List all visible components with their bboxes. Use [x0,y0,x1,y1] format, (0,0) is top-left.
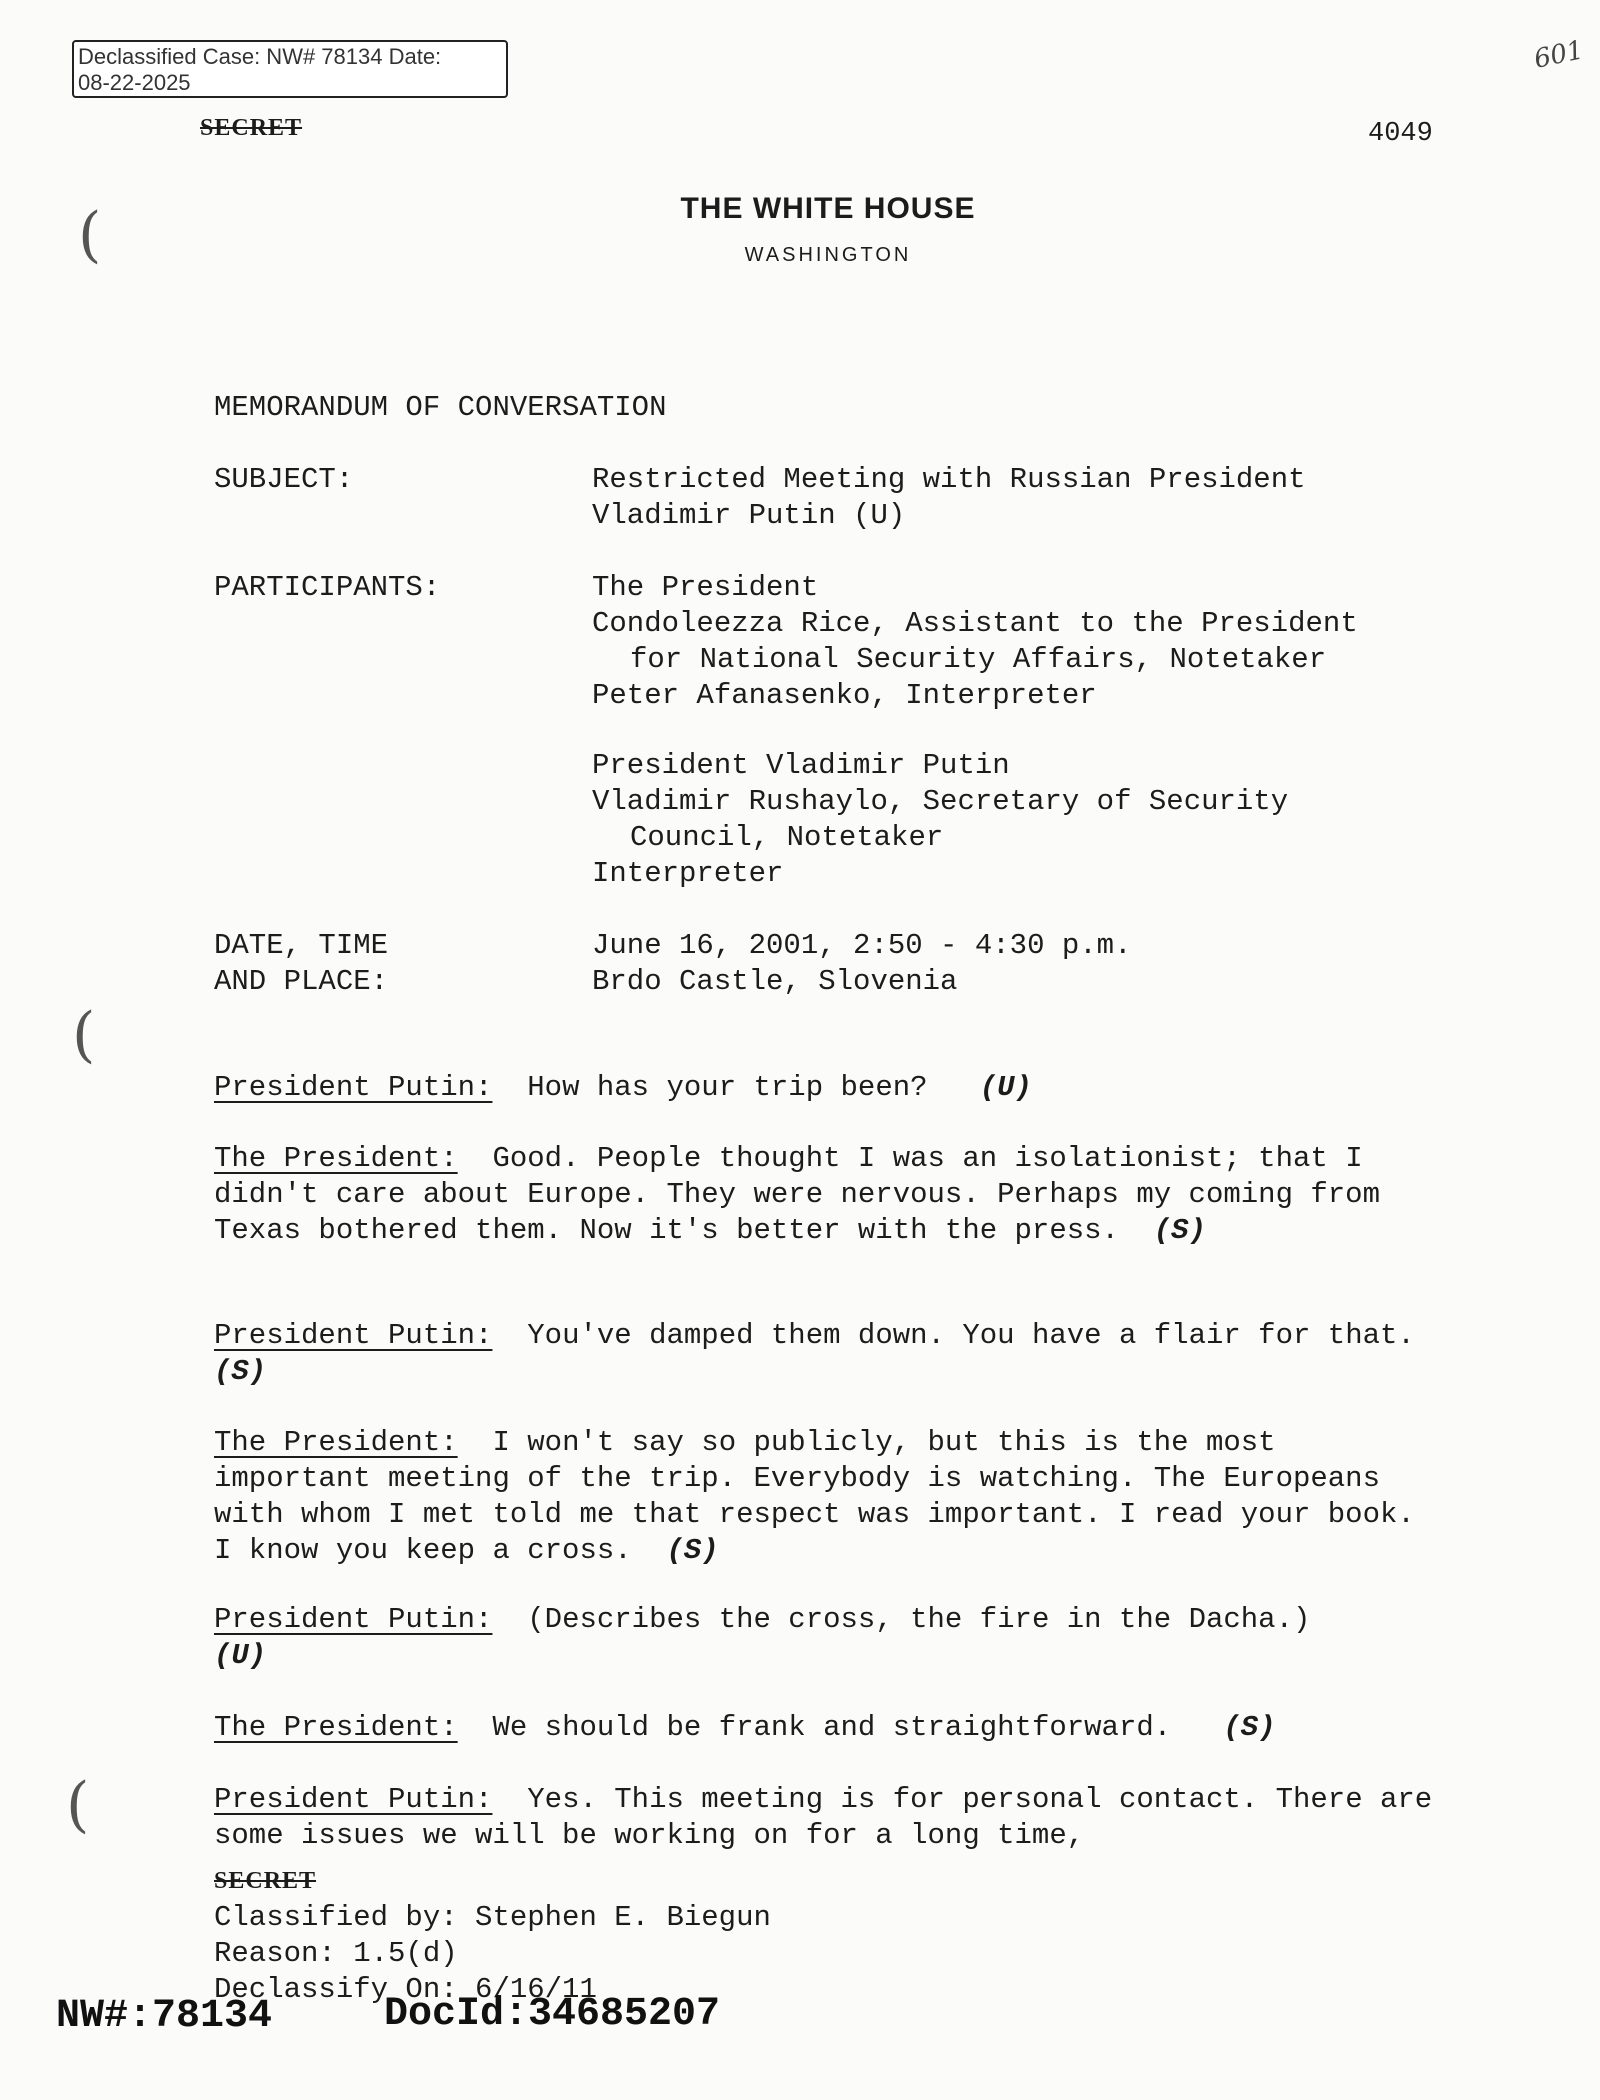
speaker-label: President Putin: [214,1071,493,1104]
date-label-2: AND PLACE: [214,965,389,998]
classification-top: SECRET [200,115,303,141]
participant-line: The President [592,571,819,604]
handwritten-note: 601 [1531,35,1587,75]
place-value: Brdo Castle, Slovenia [592,965,958,998]
speaker-label: President Putin: [214,1603,493,1636]
dialogue-paragraph [214,1070,1444,1106]
document-number: 4049 [1368,119,1433,149]
participant-line: Council, Notetaker [630,821,944,854]
dialogue-paragraph [214,1141,1444,1249]
classification-mark: (U) [979,1071,1032,1104]
dialogue-paragraph [214,1710,1444,1746]
classification-mark: (S) [214,1355,267,1388]
speaker-label: President Putin: [214,1319,493,1352]
dialogue-text: I won't say so publicly, but this is the most important meeting of the trip. Everybody is watching. The Europeans with whom I met told me that respect was important. I read your book. I know you keep a cross. [214,1426,1415,1567]
dialogue-text: You've damped them down. You have a flair for that. [527,1319,1415,1352]
participant-line: Peter Afanasenko, Interpreter [592,679,1097,712]
speaker-label: President Putin: [214,1783,493,1816]
letterhead-title: THE WHITE HOUSE [680,192,976,225]
margin-bracket: ( [78,200,102,270]
classification-bottom: SECRET [214,1868,317,1894]
participants-label: PARTICIPANTS: [214,571,441,604]
dialogue-text: (Describes the cross, the fire in the Dacha.) [527,1603,1311,1636]
docid-stamp: DocId:34685207 [384,1992,721,2037]
classification-mark: (S) [1223,1711,1276,1744]
dialogue-text: How has your trip been? [527,1071,928,1104]
margin-bracket: ( [66,1770,90,1840]
classification-mark: (S) [1153,1214,1206,1247]
participant-line: Interpreter [592,857,784,890]
subject-line-1: Restricted Meeting with Russian President [592,463,1306,496]
subject-line-2: Vladimir Putin (U) [592,499,906,532]
participant-line: Vladimir Rushaylo, Secretary of Security [592,785,1289,818]
dialogue-paragraph [214,1602,1444,1674]
declass-line-1: Declassified Case: NW# 78134 Date: [78,44,442,69]
speaker-label: The President: [214,1426,458,1459]
speaker-label: The President: [214,1711,458,1744]
dialogue-paragraph [214,1425,1444,1569]
dialogue-paragraph [214,1782,1444,1854]
participant-line: President Vladimir Putin [592,749,1010,782]
classification-mark: (S) [666,1534,719,1567]
classified-by: Classified by: Stephen E. Biegun [214,1901,771,1934]
letterhead-subtitle: WASHINGTON [744,244,912,266]
participant-line: Condoleezza Rice, Assistant to the President [592,607,1358,640]
declassify-on: Declassify On: 6/16/11 [214,1973,597,2006]
classification-reason: Reason: 1.5(d) [214,1937,458,1970]
margin-bracket: ( [72,1000,96,1070]
speaker-label: The President: [214,1142,458,1175]
memo-heading: MEMORANDUM OF CONVERSATION [214,391,667,424]
date-label-1: DATE, TIME [214,929,389,962]
declassification-stamp [72,40,508,98]
dialogue-text: Good. People thought I was an isolationist; that I didn't care about Europe. They were nervous. Perhaps my coming from Texas bothered them. Now it's better with the press. [214,1142,1380,1247]
classification-mark: (U) [214,1639,267,1672]
nw-number-stamp: NW#:78134 [56,1994,273,2039]
participant-line: for National Security Affairs, Notetaker [630,643,1327,676]
date-time-value: June 16, 2001, 2:50 - 4:30 p.m. [592,929,1132,962]
subject-label: SUBJECT: [214,463,354,496]
dialogue-paragraph [214,1318,1444,1390]
dialogue-text: Yes. This meeting is for personal contact. There are some issues we will be working on for a long time, [214,1783,1433,1852]
declass-line-2: 08-22-2025 [78,70,191,95]
dialogue-text: We should be frank and straightforward. [492,1711,1172,1744]
